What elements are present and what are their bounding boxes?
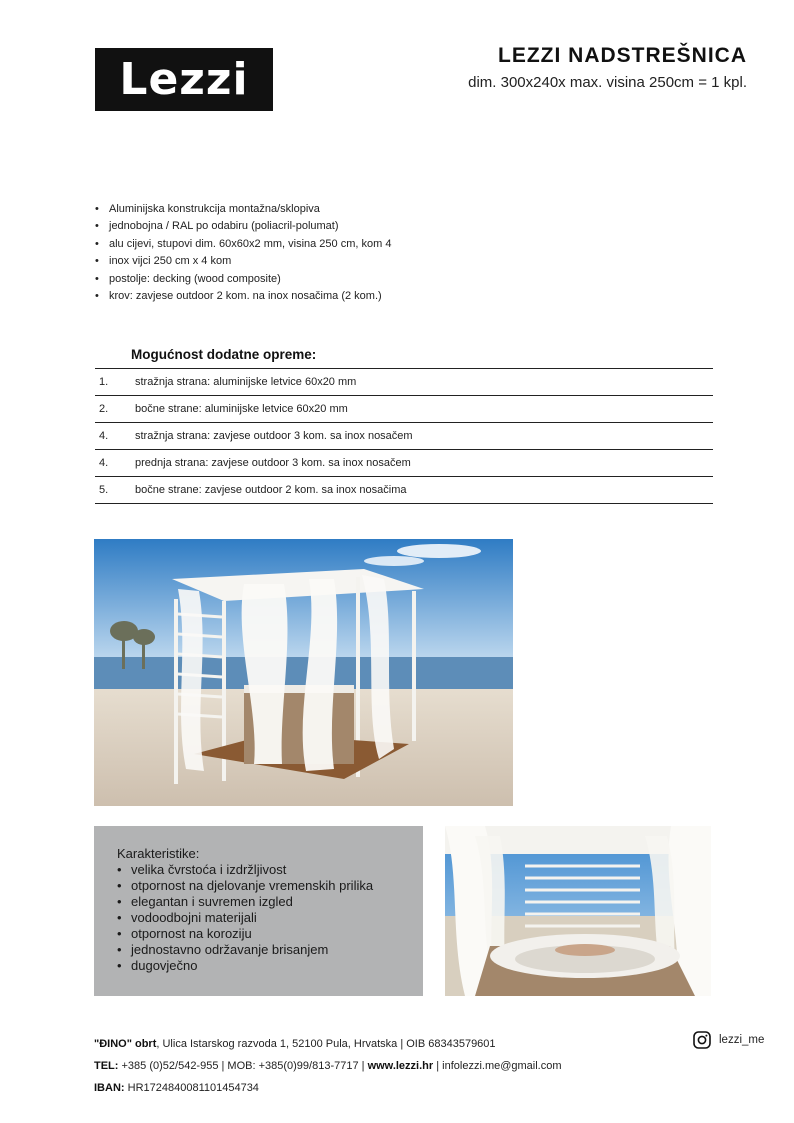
table-row: [95, 449, 713, 476]
email-link[interactable]: | infolezzi.me@gmail.com: [433, 1060, 562, 1072]
feature-item: • velika čvrstoća i izdržljivost: [117, 862, 423, 878]
feature-item: • otpornost na koroziju: [117, 926, 423, 942]
instagram-handle[interactable]: [693, 1031, 764, 1049]
table-row: [95, 422, 713, 449]
footer-line-company: [94, 1033, 562, 1055]
page-title: LEZZI NADSTREŠNICA: [498, 44, 747, 67]
spec-item: • inox vijci 250 cm x 4 kom: [95, 253, 391, 270]
logo-text: Lezzi: [119, 54, 249, 105]
iban-value: HR1724840081101454734: [124, 1082, 259, 1094]
instagram-text: lezzi_me: [719, 1034, 765, 1046]
spec-item: • postolje: decking (wood composite): [95, 271, 391, 288]
instagram-icon: [693, 1031, 711, 1049]
iban-label: IBAN:: [94, 1082, 125, 1094]
row-text: bočne strane: aluminijske letvice 60x20 mm: [135, 403, 348, 415]
feature-item: • otpornost na djelovanje vremenskih prilika: [117, 878, 423, 894]
phone-numbers: +385 (0)52/542-955 | MOB: +385(0)99/813-7717 |: [118, 1060, 368, 1072]
spec-list: [95, 201, 391, 305]
extras-heading: Mogućnost dodatne opreme:: [131, 347, 317, 362]
features-heading: Karakteristike:: [117, 846, 200, 861]
row-number: 5.: [99, 484, 109, 496]
row-number: 2.: [99, 403, 109, 415]
features-list: [117, 862, 423, 974]
company-name: "ĐINO" obrt: [94, 1038, 157, 1050]
extras-table: [95, 368, 713, 504]
row-text: bočne strane: zavjese outdoor 2 kom. sa inox nosačima: [135, 484, 407, 496]
spec-item: • jednobojna / RAL po odabiru (poliacril-polumat): [95, 218, 391, 235]
feature-item: • dugovječno: [117, 958, 423, 974]
website-link[interactable]: www.lezzi.hr: [367, 1060, 434, 1072]
spec-item: • Aluminijska konstrukcija montažna/sklopiva: [95, 201, 391, 218]
table-row: [95, 395, 713, 422]
row-text: stražnja strana: zavjese outdoor 3 kom. sa inox nosačem: [135, 430, 413, 442]
footer-line-contact: [94, 1055, 562, 1077]
footer: [94, 1033, 562, 1099]
table-row: [95, 368, 713, 395]
feature-item: • elegantan i suvremen izgled: [117, 894, 423, 910]
row-text: stražnja strana: aluminijske letvice 60x20 mm: [135, 376, 357, 388]
page-subtitle: dim. 300x240x max. visina 250cm = 1 kpl.: [468, 74, 747, 91]
tel-label: TEL:: [94, 1060, 119, 1072]
row-number: 4.: [99, 430, 109, 442]
feature-item: • vodoodbojni materijali: [117, 910, 423, 926]
spec-item: • krov: zavjese outdoor 2 kom. na inox nosačima (2 kom.): [95, 288, 391, 305]
row-number: 4.: [99, 457, 109, 469]
table-row: [95, 476, 713, 504]
features-box: [94, 826, 423, 996]
product-photo-beach: [94, 539, 513, 806]
row-text: prednja strana: zavjese outdoor 3 kom. sa inox nosačem: [135, 457, 411, 469]
product-photo-hot-tub: [445, 826, 711, 996]
spec-item: • alu cijevi, stupovi dim. 60x60x2 mm, visina 250 cm, kom 4: [95, 236, 391, 253]
footer-line-iban: [94, 1077, 562, 1099]
feature-item: • jednostavno održavanje brisanjem: [117, 942, 423, 958]
company-address: , Ulica Istarskog razvoda 1, 52100 Pula, Hrvatska | OIB 68343579601: [156, 1038, 496, 1050]
row-number: 1.: [99, 376, 109, 388]
brand-logo: [95, 48, 273, 111]
